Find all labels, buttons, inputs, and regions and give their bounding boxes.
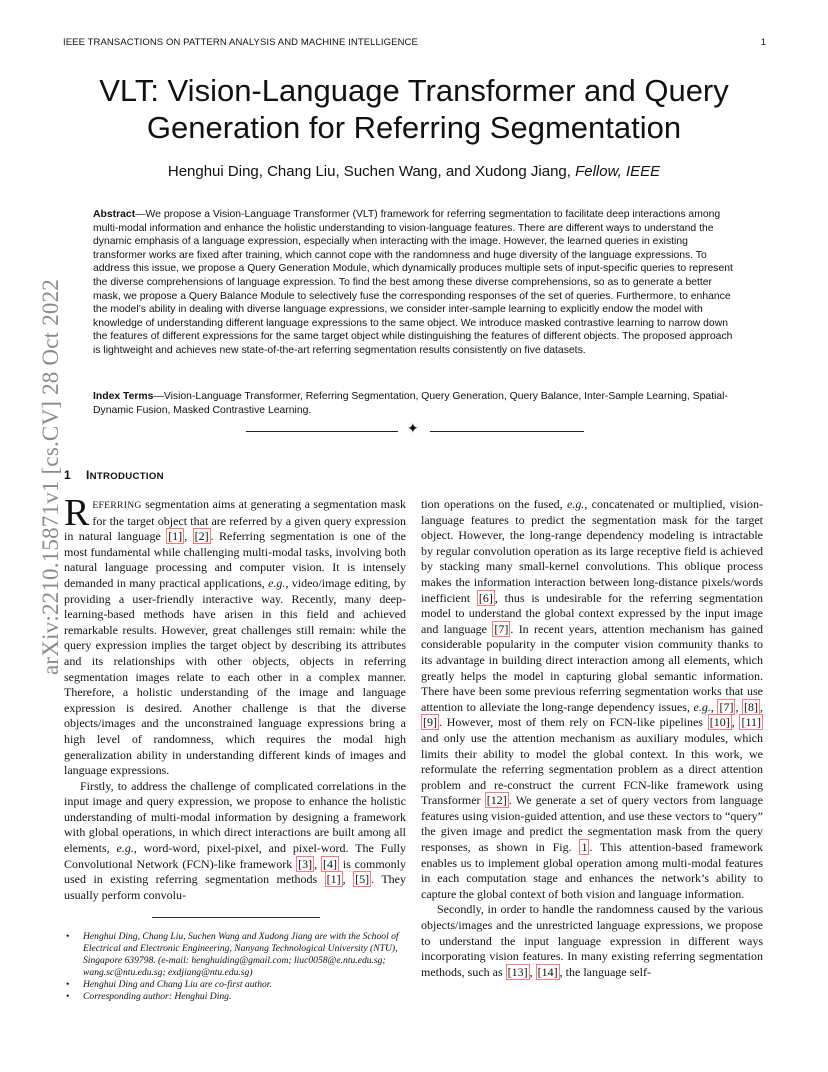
intro-paragraph-3 bbox=[421, 902, 763, 980]
text-run: , bbox=[760, 699, 764, 714]
author-honor: Fellow, IEEE bbox=[575, 163, 661, 180]
text-run: , bbox=[710, 699, 718, 714]
separator-star-icon: ✦ bbox=[407, 422, 419, 437]
text-run: . In recent years, attention mechanism has gained considerable popularity in the computer vision community thanks to its advantage in building direct interaction among all elements, which greatly helps the model in capturing global semantic information. There have been some previous referring segmentation works that use attention to alleviate the long-range dependency issues, bbox=[421, 621, 764, 714]
separator-rule-left bbox=[246, 431, 398, 432]
citation-link[interactable]: [6] bbox=[478, 590, 493, 605]
citation-link[interactable]: [10] bbox=[709, 715, 730, 730]
text-run: segmentation aims at generating a segmentation mask for the target object that are referred by a given query expression in natural language bbox=[64, 497, 406, 544]
body-column-right bbox=[421, 497, 763, 980]
text-run: , bbox=[314, 856, 321, 871]
text-run: , thus is undesirable for the referring segmentation model to understand the global context expressed by the input image and language bbox=[421, 590, 763, 636]
section-separator bbox=[246, 424, 584, 438]
footnote-co-first-author: • Henghui Ding and Chang Liu are co-first author. bbox=[64, 979, 406, 991]
figure-reference-link[interactable]: 1 bbox=[581, 840, 588, 855]
text-run: . This attention-based framework enables us to implement global operation among multi-modal features in each computation stage and enhances the network’s ability to capture the global context of both vision and language information. bbox=[421, 840, 763, 901]
abstract-label: Abstract bbox=[93, 209, 136, 220]
index-terms-text: —Vision-Language Transformer, Referring Segmentation, Query Generation, Query Balance, Inter-Sample Learning, Spatial-Dynamic Fusion, Masked Contrastive Learning. bbox=[93, 391, 728, 416]
title-line-2: Generation for Referring Segmentation bbox=[146, 110, 682, 145]
text-run: , bbox=[342, 872, 354, 887]
citation-link[interactable]: [14] bbox=[537, 964, 558, 979]
index-terms-label: Index Terms bbox=[93, 391, 154, 402]
text-run: is commonly used in existing referring segmentation methods bbox=[64, 856, 407, 887]
citation-link[interactable]: [2] bbox=[194, 529, 209, 544]
text-run: , video/image editing, by providing a user-friendly interactive way. Recently, many deep-learning-based methods have arisen in this field and achieved remarkable results. However, great challenges still remain: while the query expression implies the target object by describing its attributes and its relationships with other objects, objects in referring segmentation images relate to each other in a complex manner. Therefore, a holistic understanding of the image and language expression is desired. Another challenge is that the diverse objects/images and the unconstrained language expressions bring a high level of randomness, which requires the modal high generalization ability in understanding different kinds of images and language expressions. bbox=[64, 575, 406, 778]
paper-title bbox=[60, 72, 768, 146]
page-number: 1 bbox=[760, 37, 766, 48]
abstract bbox=[93, 208, 735, 358]
text-run: , the language self- bbox=[559, 964, 651, 979]
text-run: tion operations on the fused, bbox=[421, 497, 568, 511]
index-terms bbox=[93, 390, 735, 417]
text-run: e.g. bbox=[268, 575, 286, 590]
text-run: , bbox=[735, 699, 743, 714]
section-number: 1 bbox=[64, 468, 71, 482]
section-title-initial: I bbox=[85, 468, 90, 482]
citation-link[interactable]: [7] bbox=[494, 621, 509, 636]
text-run: e.g. bbox=[567, 497, 585, 511]
smallcaps-word: EFERRING bbox=[92, 500, 142, 511]
citation-link[interactable]: [8] bbox=[744, 699, 759, 714]
text-run: , word-word, pixel-pixel, and pixel-word. The Fully Convolutional Network (FCN)-like framework bbox=[64, 841, 406, 871]
footnotes bbox=[64, 931, 406, 1004]
intro-paragraph-2-continued bbox=[421, 497, 763, 902]
section-heading bbox=[64, 468, 164, 482]
citation-link[interactable]: [1] bbox=[326, 872, 341, 887]
citation-link[interactable]: [4] bbox=[322, 856, 337, 871]
separator-rule-right bbox=[430, 431, 584, 432]
citation-link[interactable]: [13] bbox=[507, 964, 528, 979]
author-list bbox=[60, 163, 768, 180]
citation-link[interactable]: [5] bbox=[355, 872, 370, 887]
arxiv-identifier-stamp[interactable]: arXiv:2210.15871v1 [cs.CV] 28 Oct 2022 bbox=[38, 279, 63, 675]
intro-paragraph-1 bbox=[64, 492, 407, 779]
body-column-left bbox=[64, 492, 407, 903]
text-run: Firstly, to address the challenge of complicated correlations in the input image and query expression, we propose to enhance the holistic understanding of multi-modal information by designing a framework with global operations, in which direct interactions are built among all elements, bbox=[64, 778, 406, 856]
author-names: Henghui Ding, Chang Liu, Suchen Wang, and Xudong Jiang, bbox=[167, 163, 571, 180]
text-run: Secondly, in order to handle the randomness caused by the various objects/images and the unrestricted language expressions, we propose to understand the input language expression in different ways incorporating vision features. In many existing referring segmentation methods, such as bbox=[421, 902, 763, 979]
running-head: IEEE TRANSACTIONS ON PATTERN ANALYSIS AND MACHINE INTELLIGENCE bbox=[63, 37, 418, 48]
text-run: e.g. bbox=[693, 699, 711, 714]
text-run: e.g. bbox=[116, 841, 134, 856]
citation-link[interactable]: [9] bbox=[423, 715, 437, 730]
abstract-text: —We propose a Vision-Language Transformer (VLT) framework for referring segmentation to facilitate deep interactions among multi-modal information and enhance the holistic understanding to vision-language features. There are different ways to understand the dynamic emphasis of a language expression, especially when interacting with the image. However, the learned queries in existing transformer works are fixed after training, which cannot cope with the randomness and huge diversity of the language expressions. To address this issue, we propose a Query Generation Module, which dynamically produces multiple sets of input-specific queries to represent the diverse comprehensions of language expression. To find the best among these diverse comprehensions, so as to generate a better mask, we propose a Query Balance Module to selectively fuse the corresponding responses of the set of queries. Furthermore, to enhance the model’s ability in dealing with diverse language expressions, we consider inter-sample learning to explicitly endow the model with knowledge of understanding different language expressions to the same object. We introduce masked contrastive learning to narrow down the features of different expressions for the same target object while distinguishing the features of different objects. The proposed approach is lightweight and achieves new state-of-the-art referring segmentation results consistently on five datasets. bbox=[93, 209, 733, 356]
citation-link[interactable]: [12] bbox=[486, 793, 507, 808]
citation-link[interactable]: [3] bbox=[298, 856, 313, 871]
text-run: . We generate a set of query vectors from language features using vision-guided attention, and use these vectors to “query” the given image and predict the segmentation mask from the query responses, as shown in Fig. bbox=[421, 793, 763, 855]
text-run: . They usually perform convolu- bbox=[64, 872, 406, 902]
text-run: . However, most of them rely on FCN-like pipelines bbox=[439, 715, 708, 730]
text-run: and only use the attention mechanism as auxiliary modules, which limits their ability to model the global context. In this work, we reformulate the referring segmentation problem as a direct attention problem and re-construct the current FCN-like framework using Transformer bbox=[421, 730, 763, 808]
citation-link[interactable]: [11] bbox=[741, 715, 761, 730]
citation-link[interactable]: [7] bbox=[719, 699, 734, 714]
text-run: , bbox=[529, 964, 536, 979]
title-line-1: VLT: Vision-Language Transformer and Query bbox=[99, 73, 729, 108]
footnote-affiliation: • Henghui Ding, Chang Liu, Suchen Wang and Xudong Jiang are with the School of Electrical and Electronic Engineering, Nanyang Technological University (NTU), Singapore 639798. (e-mail: henghuiding@gmail.com; liuc0058@e.ntu.edu.sg; wang.sc@ntu.edu.sg; exdjiang@ntu.edu.sg) bbox=[64, 931, 406, 979]
intro-paragraph-2 bbox=[64, 779, 406, 904]
text-run: , bbox=[731, 715, 740, 730]
section-title-rest: NTRODUCTION bbox=[89, 471, 164, 482]
dropcap: R bbox=[64, 492, 90, 534]
text-run: , bbox=[184, 529, 193, 544]
footnote-divider bbox=[152, 917, 320, 918]
citation-link[interactable]: [1] bbox=[168, 529, 183, 544]
footnote-corresponding-author: • Corresponding author: Henghui Ding. bbox=[64, 991, 406, 1003]
text-run: , concatenated or multiplied, vision-language features to predict the segmentation mask for the target object. However, the long-range dependency modeling is intractable by regular convolution operation as its large receptive field is achieved by stacking many small-kernel convolutions. This oblique process makes the information interaction between long-distance pixels/words inefficient bbox=[421, 497, 763, 605]
text-run: . Referring segmentation is one of the most fundamental while challenging multi-modal tasks, involving both natural language processing and computer vision. It is intensely demanded in many practical applications, bbox=[64, 529, 407, 590]
